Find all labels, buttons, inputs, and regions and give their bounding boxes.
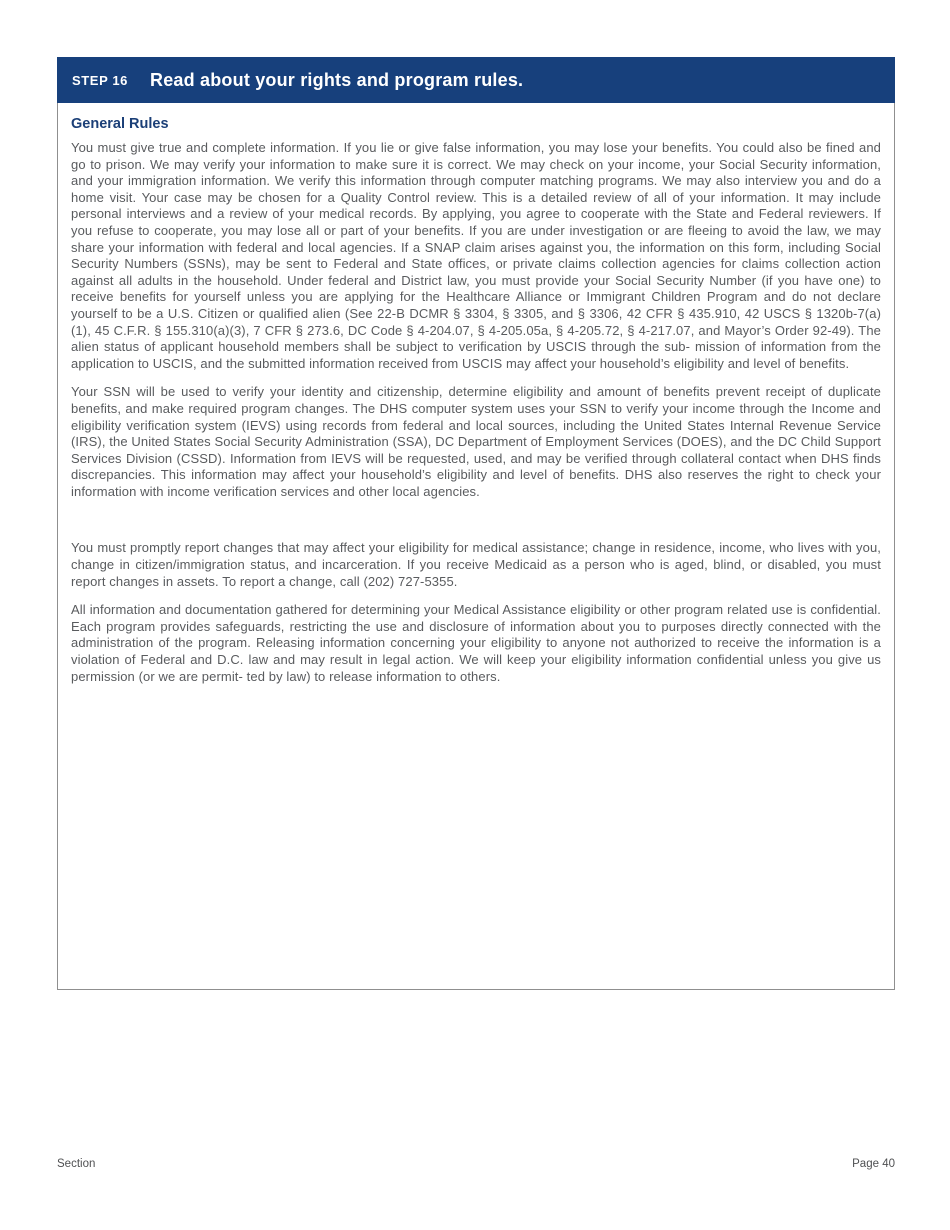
footer-page-number: Page 40: [852, 1158, 895, 1170]
general-rules-section: [57, 103, 895, 990]
general-rules-heading: General Rules: [71, 116, 169, 132]
rules-paragraph-1: You must give true and complete information. If you lie or give false information, you may lose your benefits. You could also be fined and go to prison. We may verify your information to make sure it is correct. We may check on your income, your Social Security information, and your immigration information. We verify this information through computer matching programs. We may also interview you and do a home visit. Your case may be chosen for a Quality Control review. This is a detailed review of all of your information. It may include personal interviews and a review of your medical records. By applying, you agree to cooperate with the State and Federal reviewers. If you refuse to cooperate, you may lose all or part of your benefits. If you are under investigation or are fleeing to avoid the law, we may share your information with federal and local agencies. If a SNAP claim arises against you, the information on this form, including Social Security Numbers (SSNs), may be sent to Federal and State offices, or private claims collection agencies for claims collection action against all adults in the household. Under federal and District law, you must provide your Social Security Number (if you have one) to receive benefits for yourself unless you are applying for the Healthcare Alliance or Immigrant Children Program and do not declare yourself to be a U.S. Citizen or qualified alien (See 22-B DCMR § 3304, § 3305, and § 3306, 42 CFR § 435.910, 42 USCS § 1320b-7(a)(1), 45 C.F.R. § 155.310(a)(3), 7 CFR § 273.6, DC Code § 4-204.07, § 4-205.05a, § 4-205.72, § 4-217.07, and Mayor’s Order 92-49). The alien status of applicant household members shall be subject to verification by USCIS through the sub- mission of information from the application to USCIS, and the submitted information received from USCIS may affect your household’s eligibility and level of benefits.: [71, 140, 881, 371]
rules-paragraph-4: All information and documentation gathered for determining your Medical Assistance eligibility or other program related use is confidential. Each program provides safeguards, restricting the use and disclosure of information about you to purposes directly connected with the administration of the program. Releasing information concerning your eligibility to anyone not authorized to receive the information is a violation of Federal and D.C. law and may result in legal action. We will keep your eligibility information confidential unless you give us permission (or we are permit- ted by law) to release information to others.: [71, 602, 881, 684]
footer-section-label: Section: [57, 1158, 96, 1170]
step-number-label: STEP 16: [72, 72, 128, 88]
rules-paragraph-2: Your SSN will be used to verify your identity and citizenship, determine eligibility and amount of benefits prevent receipt of duplicate benefits, and make required program changes. The DHS computer system uses your SSN to verify your income through the Income and eligibility verification system (IEVS) using records from federal and local sources, including the United States Internal Revenue Service (IRS), the United States Social Security Administration (SSA), DC Department of Employment Services (DOES), and the DC Child Support Services Division (CSSD). Information from IEVS will be requested, used, and may be verified through collateral contact when DHS finds discrepancies. This information may affect your household’s eligibility and level of benefits. DHS also reserves the right to check your information with income verification services and other local agencies.: [71, 384, 881, 499]
page-footer: [57, 1158, 895, 1170]
step-header-bar: [57, 57, 895, 103]
page-title: Read about your rights and program rules.: [150, 69, 524, 90]
rules-paragraph-3: You must promptly report changes that may affect your eligibility for medical assistance; change in residence, income, who lives with you, change in citizen/immigration status, and incarceration. If you receive Medicaid as a person who is aged, blind, or disabled, you must report changes in assets. To report a change, call (202) 727-5355.: [71, 540, 881, 589]
